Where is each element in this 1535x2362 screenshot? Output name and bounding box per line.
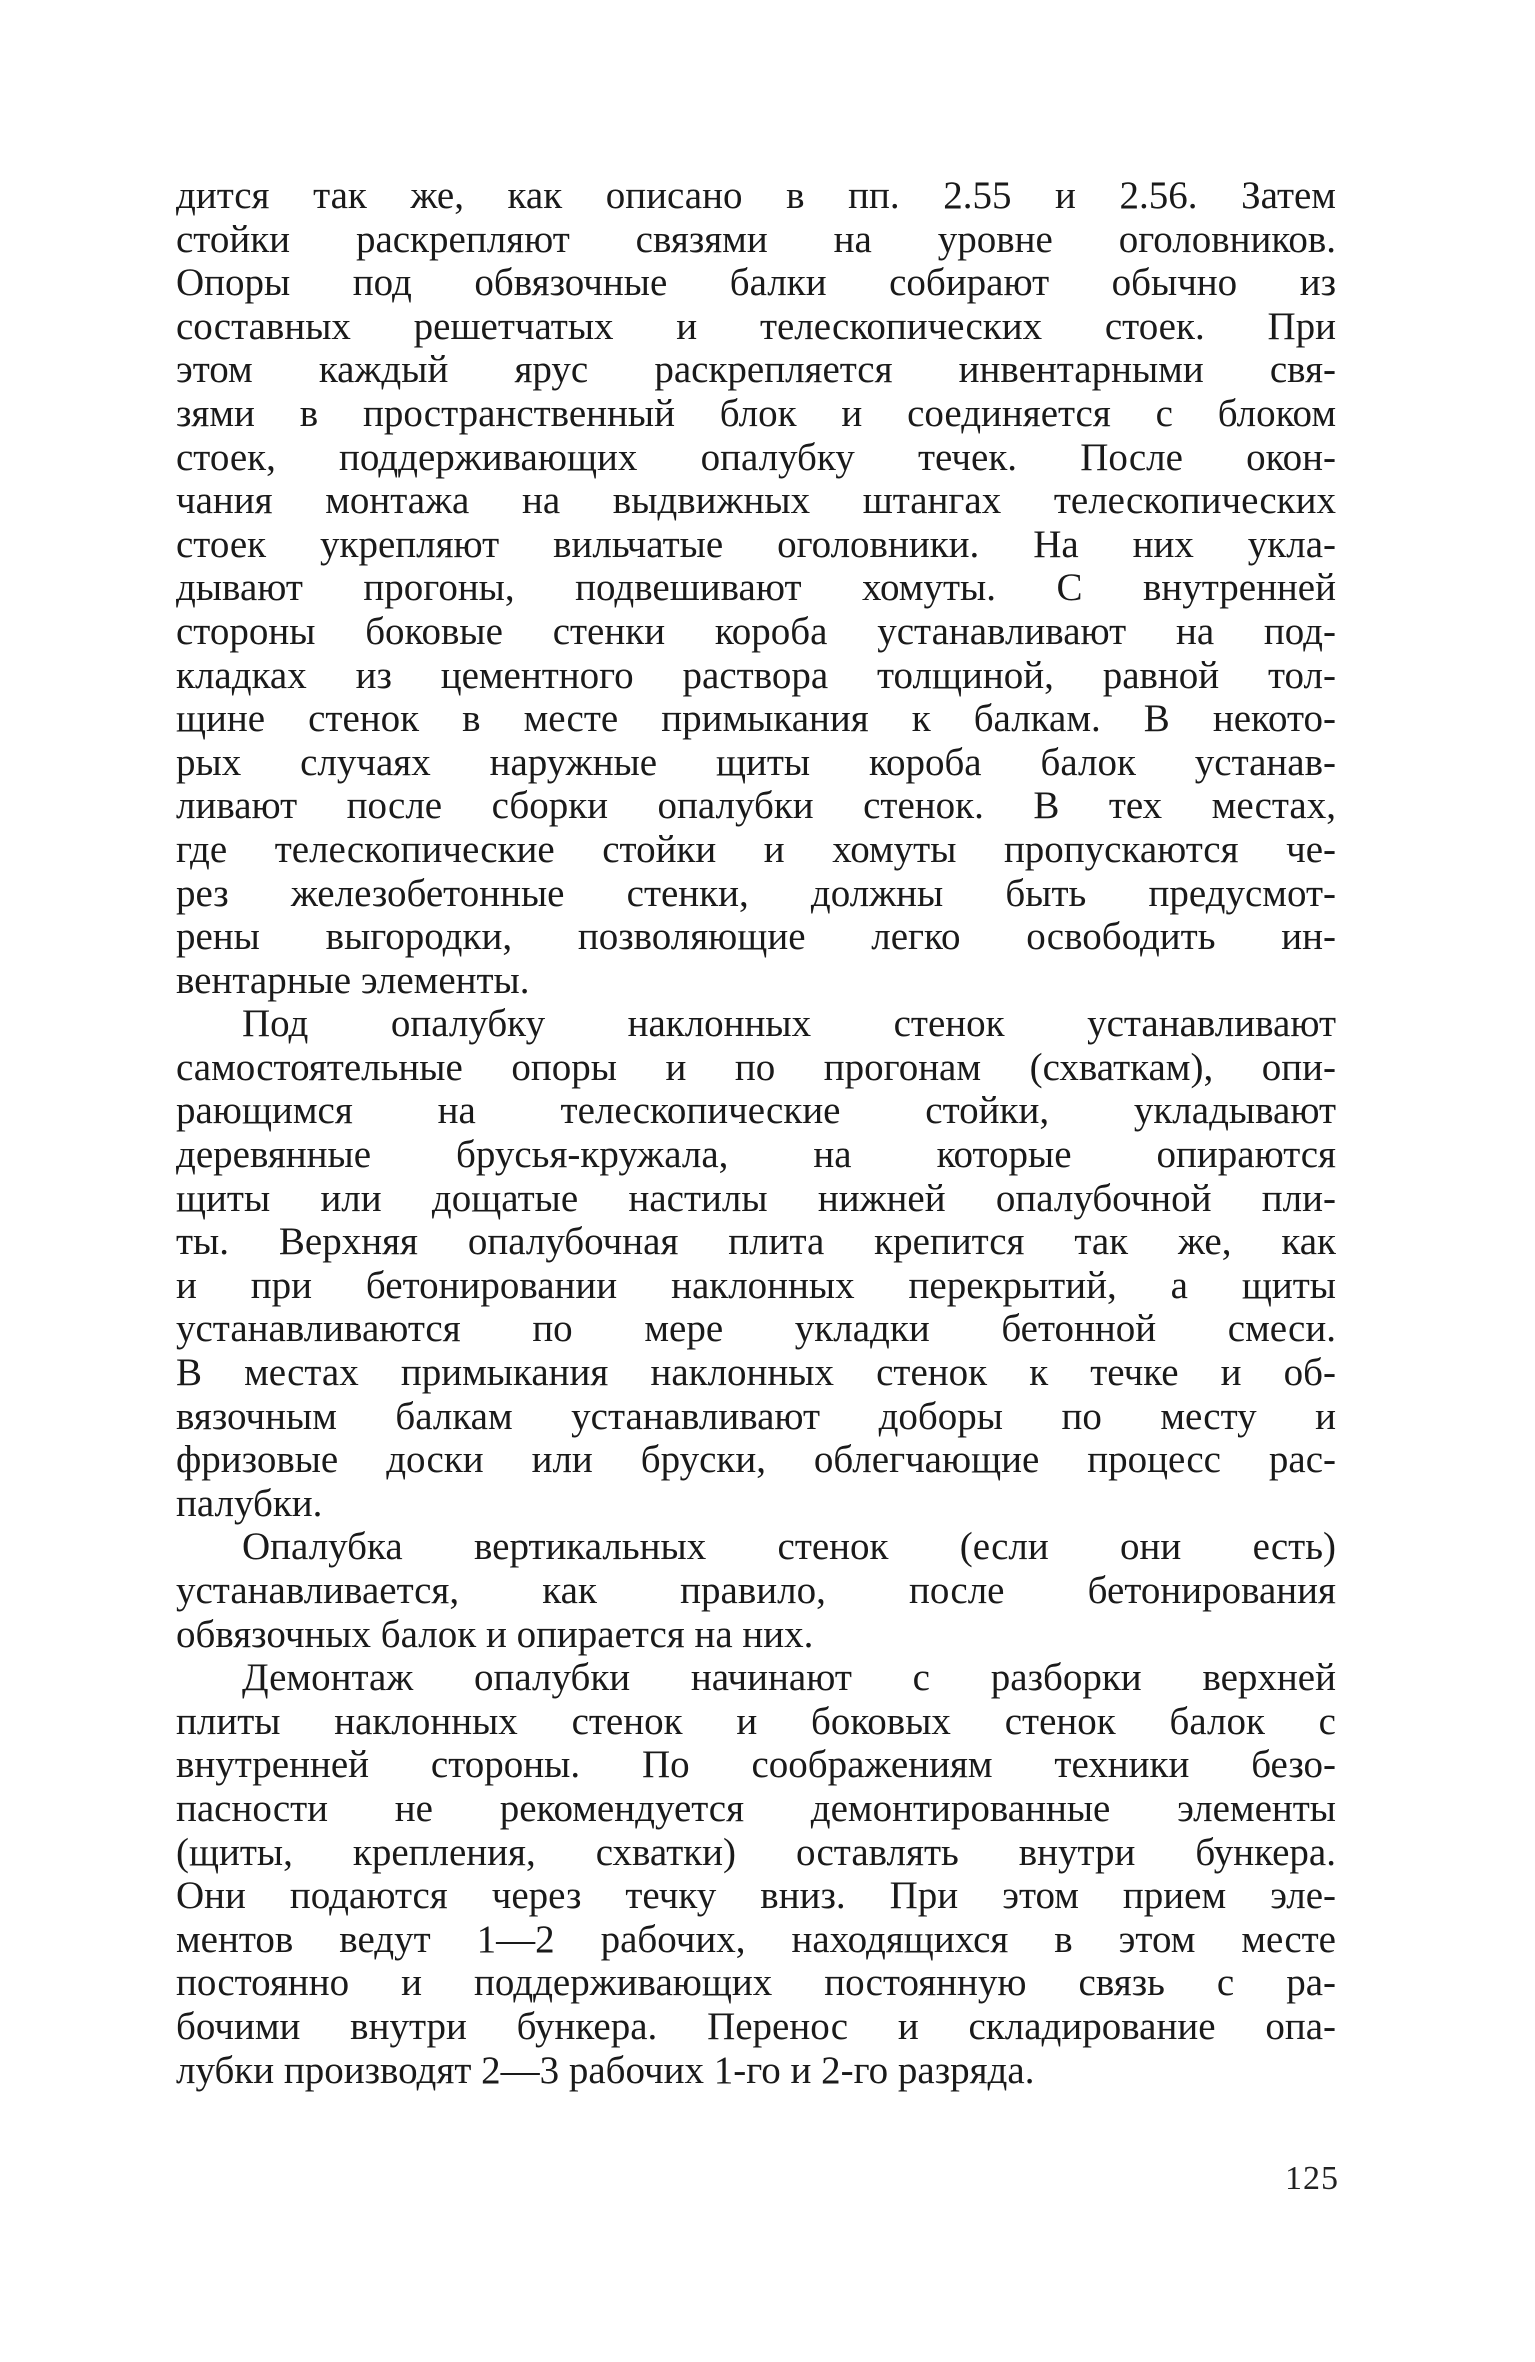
text-line: деревянные брусья-кружала, на которые опираются — [176, 1133, 1336, 1177]
text-line: лубки производят 2—3 рабочих 1-го и 2-го разряда. — [176, 2048, 1035, 2092]
text-line: стороны боковые стенки короба устанавливают на под- — [176, 609, 1336, 653]
text-line: вязочным балкам устанавливают доборы по месту и — [176, 1394, 1336, 1438]
text-line: устанавливается, как правило, после бетонирования — [176, 1569, 1336, 1612]
text-line: Опалубка вертикальных стенок (если они есть) — [242, 1525, 1336, 1569]
text-line: (щиты, крепления, схватки) оставлять внутри бункера. — [176, 1830, 1336, 1874]
text-line: В местах примыкания наклонных стенок к течке и об- — [176, 1351, 1336, 1395]
text-line: ты. Верхняя опалубочная плита крепится так же, как — [176, 1220, 1336, 1264]
text-line: самостоятельные опоры и по прогонам (схваткам), опи- — [176, 1045, 1336, 1089]
text-line: чания монтажа на выдвижных штангах телескопических — [176, 479, 1336, 523]
text-line: этом каждый ярус раскрепляется инвентарными свя- — [176, 348, 1336, 392]
text-line: фризовые доски или бруски, облегчающие процесс рас- — [176, 1438, 1336, 1482]
text-line: рых случаях наружные щиты короба балок устанав- — [176, 740, 1336, 784]
text-line: ливают после сборки опалубки стенок. В тех местах, — [176, 784, 1336, 828]
text-line: рающимся на телескопические стойки, укладывают — [176, 1089, 1336, 1133]
text-line: щине стенок в месте примыкания к балкам. В некото- — [176, 697, 1336, 741]
text-line: обвязочных балок и опирается на них. — [176, 1612, 814, 1656]
text-line: пасности не рекомендуется демонтированные элементы — [176, 1786, 1336, 1830]
text-line: бочими внутри бункера. Перенос и складирование опа- — [176, 2004, 1336, 2048]
text-line: дывают прогоны, подвешивают хомуты. С внутренней — [176, 566, 1336, 610]
text-line: где телескопические стойки и хомуты пропускаются че- — [176, 827, 1336, 871]
body-text — [176, 174, 1336, 2092]
text-line: и при бетонировании наклонных перекрытий, а щиты — [176, 1263, 1336, 1307]
text-line: рез железобетонные стенки, должны быть предусмот- — [176, 871, 1336, 915]
text-line: зями в пространственный блок и соединяется с блоком — [176, 391, 1336, 435]
text-line: рены выгородки, позволяющие легко освободить ин- — [176, 915, 1336, 959]
paragraph — [176, 1656, 1336, 2092]
paragraph — [176, 1525, 1336, 1656]
text-line: Они подаются через течку вниз. При этом прием эле- — [176, 1874, 1336, 1918]
text-line: составных решетчатых и телескопических стоек. При — [176, 304, 1336, 348]
text-line: вентарные элементы. — [176, 958, 530, 1002]
text-line: ментов ведут 1—2 рабочих, находящихся в этом месте — [176, 1917, 1336, 1961]
page-number: 125 — [1285, 2160, 1339, 2197]
text-line: внутренней стороны. По соображениям техники безо- — [176, 1743, 1336, 1787]
paragraph — [176, 1002, 1336, 1525]
text-line: кладках из цементного раствора толщиной, равной тол- — [176, 653, 1336, 697]
text-line: постоянно и поддерживающих постоянную связь с ра- — [176, 1961, 1336, 2005]
text-line: стойки раскрепляют связями на уровне оголовников. — [176, 217, 1336, 261]
text-line: щиты или дощатые настилы нижней опалубочной пли- — [176, 1176, 1336, 1220]
text-line: плиты наклонных стенок и боковых стенок балок с — [176, 1699, 1336, 1743]
text-line: стоек укрепляют вильчатые оголовники. На них укла- — [176, 522, 1336, 566]
text-line: Опоры под обвязочные балки собирают обычно из — [176, 261, 1336, 305]
text-line: дится так же, как описано в пп. 2.55 и 2.56. Затем — [176, 174, 1336, 217]
paragraph — [176, 174, 1336, 1002]
text-line: палубки. — [176, 1481, 323, 1525]
text-line: стоек, поддерживающих опалубку течек. После окон- — [176, 435, 1336, 479]
text-line: Демонтаж опалубки начинают с разборки верхней — [242, 1656, 1336, 1700]
text-line: Под опалубку наклонных стенок устанавливают — [242, 1002, 1336, 1046]
text-line: устанавливаются по мере укладки бетонной смеси. — [176, 1307, 1336, 1351]
